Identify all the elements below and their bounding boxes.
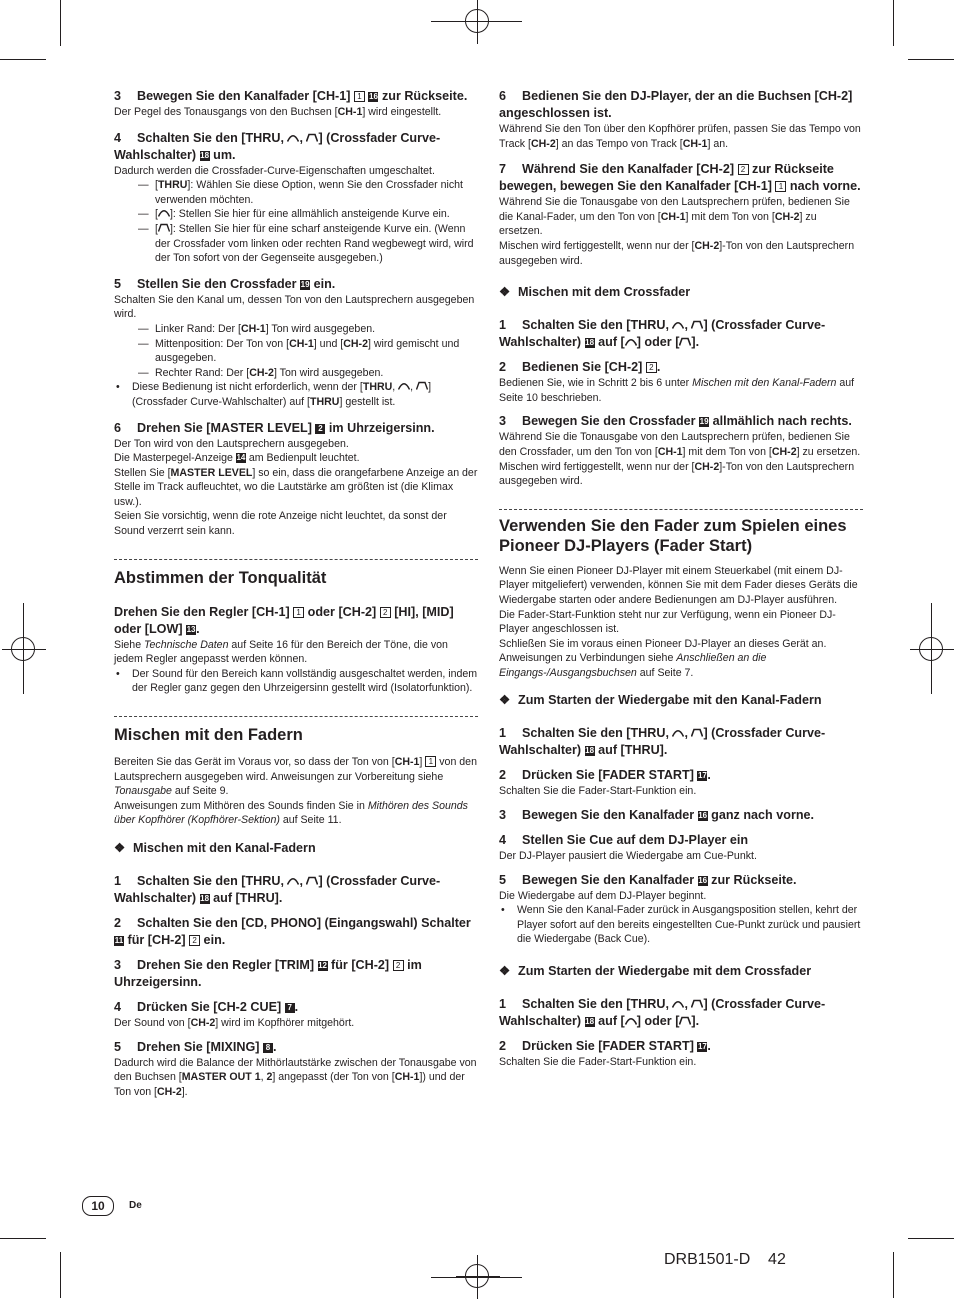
step-4-description: Dadurch werden die Crossfader-Curve-Eigenschaften umgeschaltet. <box>114 164 435 177</box>
section-title: Verwenden Sie den Fader zum Spielen eines Pioneer DJ-Players (Fader Start) <box>499 516 847 555</box>
diamond-icon: ❖ <box>499 285 511 300</box>
step-2: 2 Schalten Sie den [CD, PHONO] (Eingangswahl) Schalter 11 für [CH-2] 2 ein. <box>114 916 471 947</box>
gradual-curve-icon <box>625 337 637 346</box>
subsection-title: ❖ Zum Starten der Wiedergabe mit dem Crossfader <box>499 964 812 979</box>
sharp-curve-icon <box>679 337 691 346</box>
diamond-icon: ❖ <box>499 964 511 979</box>
dash-item: — Mittenposition: Der Ton von [CH-1] und [CH-2] wird gemischt und ausgegeben. <box>114 337 478 366</box>
step-1: 1 Schalten Sie den [THRU, , ] (Crossfader Curve-Wahlschalter) 18 auf [ ] oder [ ]. <box>499 318 826 350</box>
step-7: 7 Während Sie den Kanalfader [CH-2] 2 zur Rückseite bewegen, bewegen Sie den Kanalfader [CH-1] 1 nach vorne. <box>499 162 861 194</box>
step-1: 1 Schalten Sie den [THRU, , ] (Crossfader Curve-Wahlschalter) 18 auf [THRU]. <box>114 874 441 905</box>
body-text: Mischen wird fertiggestellt, wenn nur der [CH-2]-Ton von den Lautsprechern ausgegeben wird. <box>499 239 855 267</box>
crop-mark <box>908 1238 954 1239</box>
sharp-curve-icon <box>306 133 318 142</box>
crop-mark <box>0 59 46 60</box>
body-text: Der Ton wird von den Lautsprechern ausgegeben. <box>114 437 349 450</box>
body-text: Während Sie die Tonausgabe von den Lautsprechern prüfen, bedienen Sie den Crossfader, um den Ton von [CH-1] mit dem Ton von [CH-2] zu ersetzen. <box>499 431 861 458</box>
body-text: Siehe Technische Daten auf Seite 16 für den Bereich der Töne, die von jedem Regler angepasst werden können. <box>114 638 448 666</box>
tone-instruction: Drehen Sie den Regler [CH-1] 1 oder [CH-2] 2 [HI], [MID] oder [LOW] 13. <box>114 604 454 636</box>
sharp-curve-icon <box>691 999 703 1008</box>
bullet-item: • Wenn Sie den Kanal-Fader zurück in Ausgangsposition stellen, kehrt der Player sofort auf den bereits eingestellten Cue-Punkt zurück und pausiert die Wiedergabe (Back Cue). <box>499 903 863 947</box>
diamond-icon: ❖ <box>114 841 126 855</box>
step-3-description: Der Pegel des Tonausgangs von den Buchsen [CH-1] wird eingestellt. <box>114 106 442 118</box>
crop-mark <box>0 1238 46 1239</box>
step-3: 3 Bewegen Sie den Kanalfader 16 ganz nach vorne. <box>499 808 815 823</box>
gradual-curve-icon <box>625 1016 637 1025</box>
gradual-curve-icon <box>672 999 684 1008</box>
left-column <box>114 88 478 1099</box>
body-text: Dadurch wird die Balance der Mithörlautstärke zwischen der Tonausgabe von den Buchsen [MASTER OUT 1, 2] angepasst (der Ton von [CH-1]) und der Ton von [CH-2]. <box>114 1056 477 1098</box>
section-title: Abstimmen der Tonqualität <box>114 568 327 587</box>
step-3: 3 Bewegen Sie den Kanalfader [CH-1] 1 16 zur Rückseite. <box>114 89 468 103</box>
crop-mark <box>60 0 61 46</box>
document-code: DRB1501-D 42 <box>664 1251 786 1268</box>
body-text: Während Sie den Ton über den Kopfhörer prüfen, passen Sie das Tempo von Track [CH-2] an das Tempo von Track [CH-1] an. <box>499 123 861 150</box>
section-title: Mischen mit den Fadern <box>114 726 303 745</box>
gradual-curve-icon <box>287 133 299 142</box>
dash-item: — Rechter Rand: Der [CH-2] Ton wird ausgegeben. <box>114 366 478 381</box>
right-column <box>499 88 863 1070</box>
body-text: Seien Sie vorsichtig, wenn die rote Anzeige nicht leuchtet, da sonst der Sound verzerrt sein kann. <box>114 510 447 538</box>
gradual-curve-icon <box>672 320 684 329</box>
step-1: 1 Schalten Sie den [THRU, , ] (Crossfader Curve-Wahlschalter) 18 auf [ ] oder [ ]. <box>499 997 826 1029</box>
step-3: 3 Bewegen Sie den Crossfader 19 allmählich nach rechts. <box>499 414 852 429</box>
body-text: Mischen wird fertiggestellt, wenn nur der [CH-2]-Ton von den Lautsprechern ausgegeben wird. <box>499 460 855 488</box>
step-4: 4 Stellen Sie Cue auf dem DJ-Player ein <box>499 833 749 848</box>
step-4: 4 Drücken Sie [CH-2 CUE] 7 . <box>114 1000 299 1014</box>
crop-mark <box>60 1252 61 1298</box>
step-2: 2 Bedienen Sie [CH-2] 2 . <box>499 360 661 375</box>
body-text: Wenn Sie einen Pioneer DJ-Player mit einem Steuerkabel (mit einem DJ-Player mitgeliefert) verwenden, können Sie mit dem Fader dieses Geräts die Wiedergabe starten oder andere Bedienungen am DJ-Player ausführen. <box>499 564 858 606</box>
crop-mark <box>23 603 24 694</box>
subsection-title: ❖ Mischen mit dem Crossfader <box>499 285 691 300</box>
sharp-curve-icon <box>306 876 318 885</box>
gradual-curve-icon <box>398 381 410 390</box>
bullet-item: • Diese Bedienung ist nicht erforderlich, wenn der [THRU, , ] (Crossfader Curve-Wahlschalter) auf [THRU] gestellt ist. <box>114 380 478 409</box>
body-text: Der Sound von [CH-2] wird im Kopfhörer mitgehört. <box>114 1017 355 1029</box>
step-4: 4 Schalten Sie den [THRU, , ] (Crossfader Curve-Wahlschalter) 18 um. <box>114 130 441 162</box>
step-5: 5 Drehen Sie [MIXING] 8 . <box>114 1039 277 1054</box>
bullet-item: • Der Sound für den Bereich kann vollständig ausgeschaltet werden, indem der Regler ganz gegen den Uhrzeigersinn gestellt wird (Isolatorfunktion). <box>114 667 478 696</box>
body-text: Schalten Sie die Fader-Start-Funktion ein. <box>499 785 697 798</box>
dash-item: — [ ]: Stellen Sie hier für eine allmählich ansteigende Kurve ein. <box>114 207 478 222</box>
subsection-title: ❖ Mischen mit den Kanal-Fadern <box>114 841 316 855</box>
step-1: 1 Schalten Sie den [THRU, , ] (Crossfader Curve-Wahlschalter) 18 auf [THRU]. <box>499 726 826 758</box>
body-text: Während Sie die Tonausgabe von den Lautsprechern prüfen, bedienen Sie die Kanal-Fader, um den Ton von [CH-1] mit dem Ton von [CH-2] zu ersetzen. <box>499 196 850 238</box>
sharp-curve-icon <box>691 320 703 329</box>
diamond-icon: ❖ <box>499 693 511 708</box>
step-5-description: Schalten Sie den Kanal um, dessen Ton von den Lautsprechern ausgegeben wird. <box>114 293 475 321</box>
body-text: Die Wiedergabe auf dem DJ-Player beginnt. <box>499 889 707 902</box>
body-text: Der DJ-Player pausiert die Wiedergabe am Cue-Punkt. <box>499 850 757 863</box>
sharp-curve-icon <box>158 223 170 232</box>
dash-item: — Linker Rand: Der [CH-1] Ton wird ausgegeben. <box>114 322 478 337</box>
page-number: 10 <box>82 1196 114 1216</box>
step-2: 2 Drücken Sie [FADER START] 17. <box>499 1039 711 1054</box>
crop-mark <box>908 59 954 60</box>
step-3: 3 Drehen Sie den Regler [TRIM] 12 für [CH-2] 2 im Uhrzeigersinn. <box>114 958 422 989</box>
body-text: Die Fader-Start-Funktion steht nur zur Verfügung, wenn ein Pioneer DJ-Player angeschlossen ist. <box>499 608 836 636</box>
body-text: Schließen Sie im voraus einen Pioneer DJ-Player an dieses Gerät an. Anweisungen zu Verbindungen siehe Anschließen an die Eingangs-/Ausgangsbuchsen auf Seite 7. <box>499 637 827 679</box>
crop-mark <box>893 1252 894 1298</box>
body-text: Schalten Sie die Fader-Start-Funktion ein. <box>499 1056 697 1069</box>
registration-mark-icon <box>465 1264 489 1288</box>
body-text: Bedienen Sie, wie in Schritt 2 bis 6 unter Mischen mit den Kanal-Fadern auf Seite 10 beschrieben. <box>499 377 855 404</box>
sharp-curve-icon <box>691 728 703 737</box>
dash-item: — [THRU]: Wählen Sie diese Option, wenn Sie den Crossfader nicht verwenden möchten. <box>114 178 478 207</box>
body-text: Anweisungen zum Mithören des Sounds finden Sie in Mithören des Sounds über Kopfhörer (Kopfhörer-Sektion) auf Seite 11. <box>114 799 468 827</box>
step-5: 5 Stellen Sie den Crossfader 19 ein. <box>114 276 336 291</box>
dash-item: — [ ]: Stellen Sie hier für eine scharf ansteigende Kurve ein. (Wenn der Crossfader vom linken oder rechten Rand wegbewegt wird, wird der Ton sofort von der Gegenseite ausgegeben.) <box>114 222 478 266</box>
body-text: Stellen Sie [MASTER LEVEL] so ein, dass die orangefarbene Anzeige an der Stelle im Track aufleuchtet, wo die Lautstärke am größten ist (die Klimax usw.). <box>114 466 478 508</box>
body-text: Bereiten Sie das Gerät im Voraus vor, so dass der Ton von [CH-1] 1 von den Lautsprechern ausgegeben wird. Anweisungen zur Vorbereitung siehe Tonausgabe auf Seite 9. <box>114 756 477 798</box>
crop-mark <box>931 603 932 694</box>
sharp-curve-icon <box>416 381 428 390</box>
sharp-curve-icon <box>679 1016 691 1025</box>
crop-mark <box>893 0 894 46</box>
body-text: Die Masterpegel-Anzeige 14 am Bedienpult leuchtet. <box>114 452 360 465</box>
gradual-curve-icon <box>287 876 299 885</box>
subsection-title: ❖ Zum Starten der Wiedergabe mit den Kanal-Fadern <box>499 693 822 708</box>
step-6: 6 Bedienen Sie den DJ-Player, der an die Buchsen [CH-2] angeschlossen ist. <box>499 89 853 120</box>
registration-mark-icon <box>465 9 489 33</box>
step-5: 5 Bewegen Sie den Kanalfader 16 zur Rückseite. <box>499 872 797 887</box>
gradual-curve-icon <box>672 728 684 737</box>
step-6: 6 Drehen Sie [MASTER LEVEL] 2 im Uhrzeigersinn. <box>114 420 435 435</box>
language-code: De <box>129 1200 142 1211</box>
gradual-curve-icon <box>158 208 170 217</box>
step-2: 2 Drücken Sie [FADER START] 17. <box>499 768 711 783</box>
